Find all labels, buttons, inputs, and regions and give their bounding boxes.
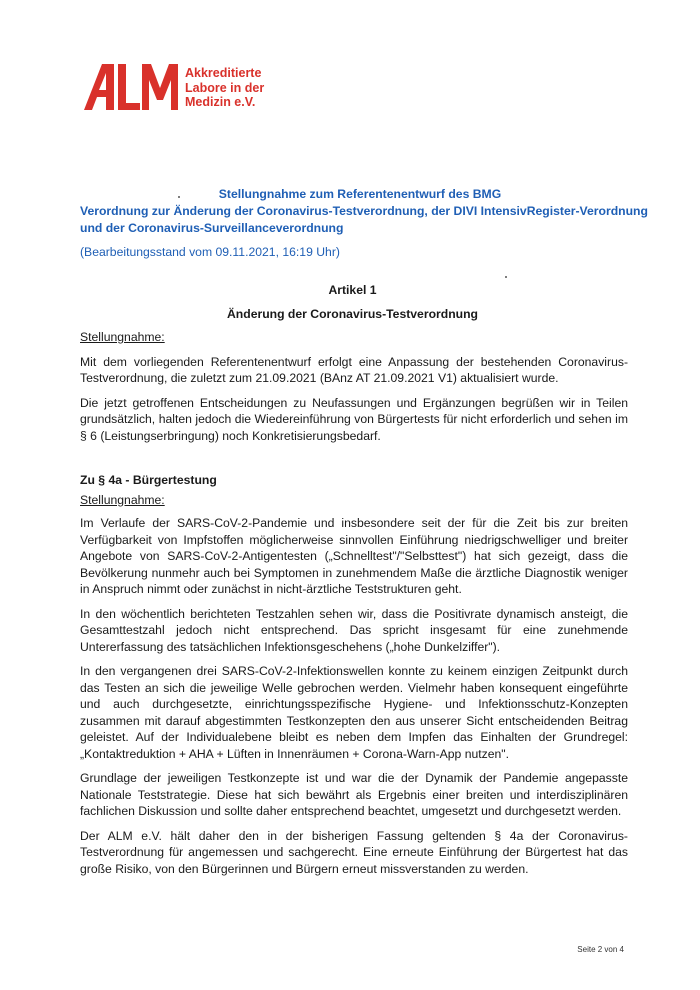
header-title: Stellungnahme zum Referentenentwurf des BMG — [218, 187, 502, 201]
article-number: Artikel 1 — [328, 283, 377, 297]
section-1-label: Stellungnahme: — [80, 330, 165, 344]
section-2-paragraph-3: In den vergangenen drei SARS-CoV-2-Infektionswellen konnte zu keinem einzigen Zeitpunkt durch das Testen an sich die jeweilige Welle gebrochen werden. Vielmehr haben konsequent eingeführte und auch durchgesetzte, einrichtungsspezifische Hygiene- und Infektionsschutz-Konzepten zusammen mit darauf abgestimmten Testkonzepten den aus unserer Sicht entscheidenden Beitrag geleistet. Auf der Individualebene bleibt es neben dem Impfen das Einhalten der Grundregel: „Kontaktreduktion + AHA + Lüften in Innenräumen + Corona-Warn-App nutzen". — [80, 664, 628, 761]
header-subtitle-1: Verordnung zur Änderung der Coronavirus-Testverordnung, der DIVI IntensivRegister-Verordnung — [80, 204, 648, 218]
section-2 — [80, 472, 628, 877]
document-header — [80, 186, 648, 261]
article-title: Änderung der Coronavirus-Testverordnung — [227, 307, 478, 321]
section-2-paragraph-1: Im Verlaufe der SARS-CoV-2-Pandemie und insbesondere seit der für die Zeit bis zur breiten Verfügbarkeit von Impfstoffen möglicherweise sinnvollen Einführung niedrigschwelliger und breiter Angebote von SARS-CoV-2-Antigentesten („Schnelltest"/"Selbsttest") hat sich gezeigt, dass die Bevölkerung nunmehr auch bei Symptomen in zunehmendem Maße die ärztliche Diagnostik weniger in Anspruch nimmt oder zunächst in nicht-ärztliche Teststrukturen geht. — [80, 516, 628, 596]
header-subtitle-2: und der Coronavirus-Surveillanceverordnung — [80, 221, 344, 235]
page-number: Seite 2 von 4 — [577, 945, 624, 954]
section-2-label: Stellungnahme: — [80, 492, 165, 507]
scan-speck — [505, 276, 507, 278]
section-2-heading: Zu § 4a - Bürgertestung — [80, 473, 217, 487]
section-1-paragraph-1: Mit dem vorliegenden Referentenentwurf erfolgt eine Anpassung der bestehenden Coronavirus-Testverordnung, die zuletzt zum 21.09.2021 (BAnz AT 21.09.2021 V1) aktualisiert wurde. — [80, 354, 628, 385]
alm-logo — [84, 64, 294, 110]
section-2-paragraph-2: In den wöchentlich berichteten Testzahlen sehen wir, dass die Positivrate dynamisch ansteigt, die Gesamttestzahl jedoch nicht entsprechend. Das spricht insgesamt für eine zunehmende Untererfassung des tatsächlichen Infektionsgeschehens („hohe Dunkelziffer"). — [80, 606, 628, 654]
logo-line-1: Akkreditierte — [185, 66, 262, 80]
section-2-paragraph-5: Der ALM e.V. hält daher den in der bisherigen Fassung geltenden § 4a der Coronavirus-Testverordnung für angemessen und sachgerecht. Eine erneute Einführung der Bürgertest hat das große Risiko, von den Bürgerinnen und Bürgern erneut missverstanden zu werden. — [80, 828, 628, 876]
section-1-paragraph-2: Die jetzt getroffenen Entscheidungen zu Neufassungen und Ergänzungen begrüßen wir in Teilen grundsätzlich, halten jedoch die Wiedereinführung von Bürgertests für nicht erforderlich und sehen im § 6 (Leistungserbringung) noch Konkretisierungsbedarf. — [80, 395, 628, 443]
logo-line-3: Medizin e.V. — [185, 95, 256, 109]
logo-line-2: Labore in der — [185, 80, 265, 95]
section-1 — [80, 329, 628, 444]
section-2-paragraph-4: Grundlage der jeweiligen Testkonzepte ist und war die der Dynamik der Pandemie angepasste Nationale Teststrategie. Diese hat sich bewährt als Ergebnis einer breiten und interdisziplinären fachlichen Diskussion und sollte daher entsprechend beachtet, umgesetzt und durchgesetzt werden. — [80, 771, 628, 818]
header-date: (Bearbeitungsstand vom 09.11.2021, 16:19 Uhr) — [80, 245, 340, 259]
alm-logo-icon — [84, 64, 182, 110]
